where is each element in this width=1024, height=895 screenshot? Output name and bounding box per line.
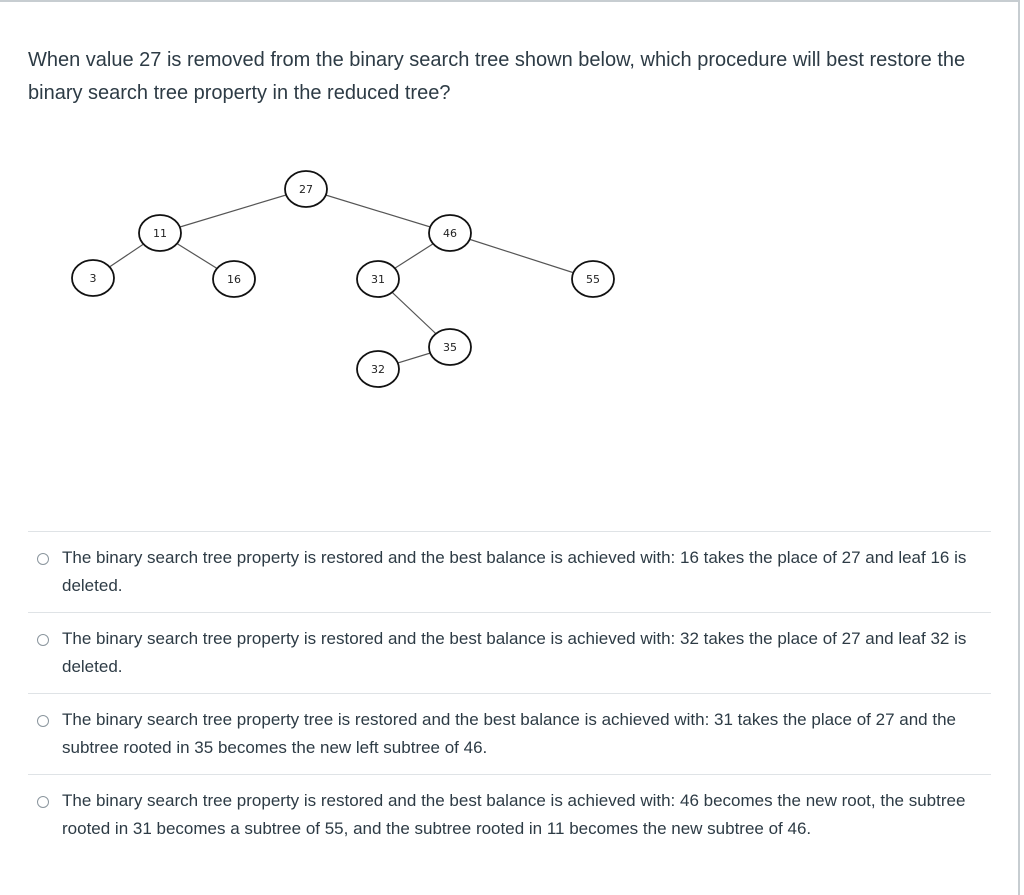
answer-text: The binary search tree property is restored and the best balance is achieved with: 32 takes the place of 27 and leaf 32 is deleted. (62, 629, 967, 676)
radio-button[interactable] (37, 634, 49, 646)
tree-node-35 (429, 329, 471, 365)
answer-text: The binary search tree property is restored and the best balance is achieved with: 16 takes the place of 27 and leaf 16 is deleted. (62, 548, 967, 595)
tree-node-3 (72, 260, 114, 296)
answer-option-3[interactable] (28, 693, 991, 774)
radio-button[interactable] (37, 553, 49, 565)
answer-text: The binary search tree property tree is restored and the best balance is achieved with: 31 takes the place of 27 and the subtree rooted in 35 becomes the new left subtree of 46. (62, 710, 956, 757)
answer-list (28, 531, 991, 855)
answer-option-1[interactable] (28, 531, 991, 612)
tree-edge (306, 189, 450, 233)
answer-option-4[interactable] (28, 774, 991, 855)
tree-node-46 (429, 215, 471, 251)
radio-button[interactable] (37, 796, 49, 808)
node-label: 35 (443, 341, 457, 354)
node-label: 27 (299, 183, 313, 196)
tree-node-16 (213, 261, 255, 297)
node-label: 3 (89, 272, 97, 285)
tree-node-11 (139, 215, 181, 251)
radio-button[interactable] (37, 715, 49, 727)
tree-node-31 (357, 261, 399, 297)
frame-top-border (0, 0, 1020, 2)
answer-text: The binary search tree property is restored and the best balance is achieved with: 46 becomes the new root, the subtree rooted in 31 becomes a subtree of 55, and the subtree rooted in 11 becomes the new subtree of 46. (62, 791, 966, 838)
node-label: 16 (227, 273, 241, 286)
answer-option-2[interactable] (28, 612, 991, 693)
tree-node-55 (572, 261, 614, 297)
node-label: 55 (586, 273, 600, 286)
node-label: 46 (443, 227, 457, 240)
binary-search-tree-diagram (0, 150, 1024, 390)
tree-node-32 (357, 351, 399, 387)
node-label: 11 (153, 227, 167, 240)
question-text: When value 27 is removed from the binary search tree shown below, which procedure will best restore the binary search tree property in the reduced tree? (28, 49, 966, 104)
node-label: 31 (371, 273, 385, 286)
node-label: 32 (371, 363, 385, 376)
tree-node-27 (285, 171, 327, 207)
frame-right-border (1018, 0, 1020, 895)
tree-edge (450, 233, 593, 279)
tree-edge (160, 189, 306, 233)
